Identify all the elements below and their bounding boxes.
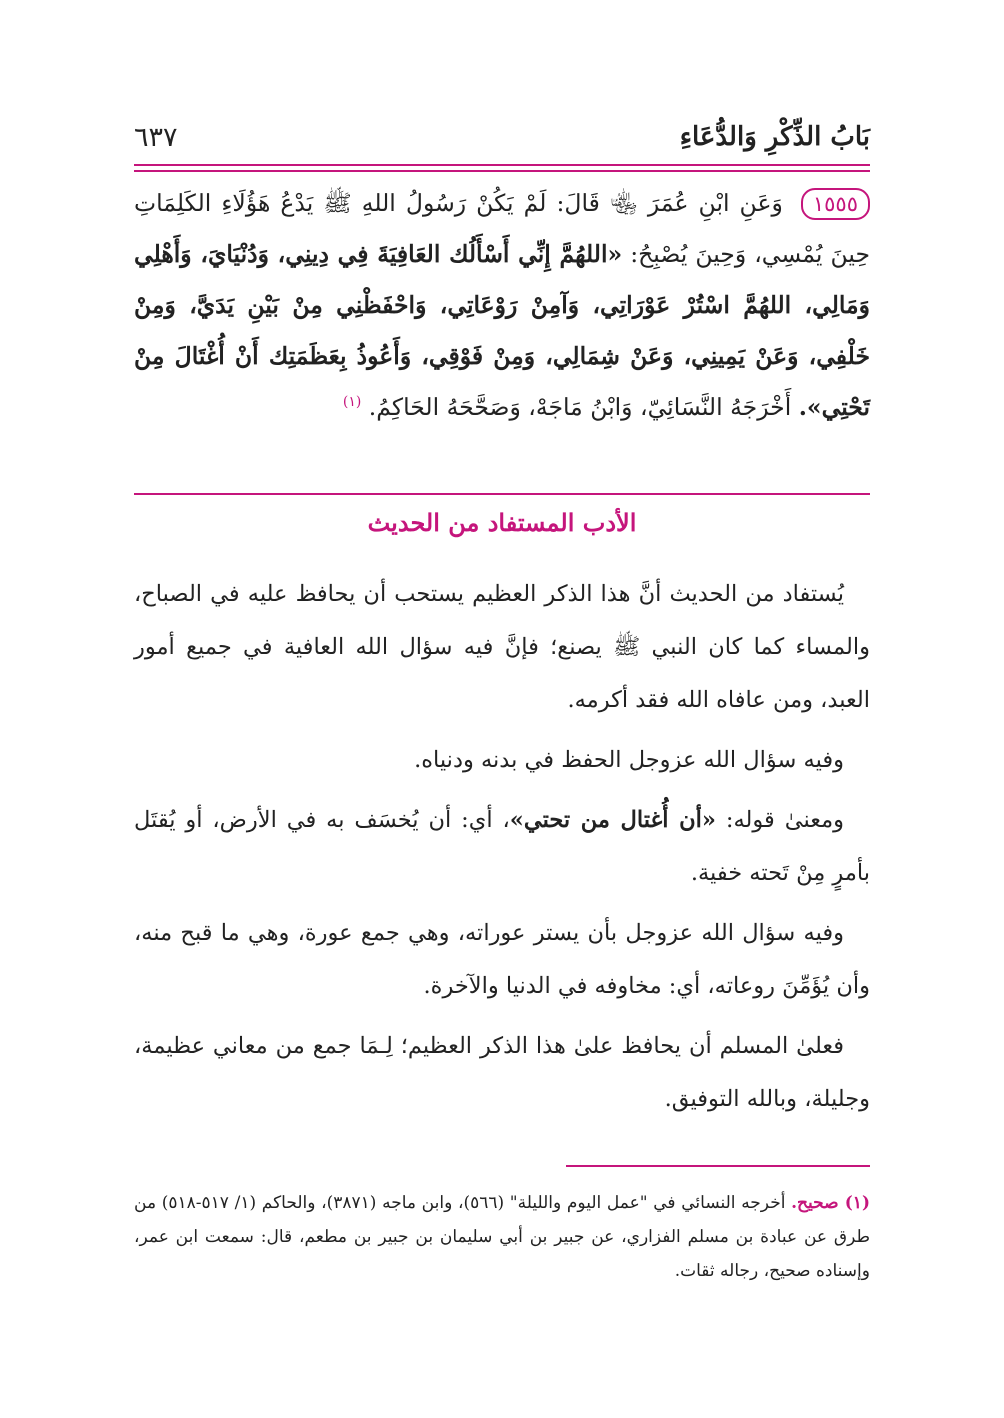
hadith-source: أَخْرَجَهُ النَّسَائِيّ، وَابْنُ مَاجَهْ، وَصَحَّحَهُ الحَاكِمُ. [368,393,792,421]
commentary [134,568,870,1133]
chapter-title: بَابُ الذِّكْرِ وَالدُّعَاءِ [679,122,870,152]
paragraph-3 [134,794,870,900]
page-number: ٦٣٧ [134,122,178,153]
hadith-prophet-text: «اللهُمَّ إِنِّي أَسْأَلُك العَافِيَةَ فِي دِينِي، وَدُنْيَايَ، وَأَهْلِي وَمَالِي، اللهُمَّ اسْتُرْ عَوْرَاتِي، وَآمِنْ رَوْعَاتِي، وَاحْفَظْنِي مِنْ بَيْنِ يَدَيَّ، وَمِنْ خَلْفِي، وَعَنْ يَمِينِي، وَعَنْ شِمَالِي، وَمِنْ فَوْقِي، وَأَعُوذُ بِعَظَمَتِك أَنْ أُغْتَالَ مِنْ تَحْتِي». [134,240,870,421]
paragraph-4: وفيه سؤال الله عزوجل بأن يستر عوراته، وهي جمع عورة، وهي ما قبح منه، وأن يُؤَمِّنَ روعاته، أي: مخاوفه في الدنيا والآخرة. [134,920,870,999]
header-rule-bottom [134,170,870,172]
footnote-text: أخرجه النسائي في "عمل اليوم والليلة" (٥٦٦)، وابن ماجه (٣٨٧١)، والحاكم (١/ ٥١٧-٥١٨) من طرق عن عبادة بن مسلم الفزاري، عن جبير بن أبي سليمان بن جبير بن مطعم، قال: سمعت ابن عمر، وإسناده صحيح، رجاله ثقات. [134,1193,870,1281]
footnote-ref: (١) [342,394,362,411]
paragraph-3-quote: «أن أُغتال من تحتي» [509,807,716,833]
footnote-label: (١) صحيح. [791,1193,870,1213]
page-header [134,120,870,164]
section-divider [134,493,870,495]
paragraph-1: يُستفاد من الحديث أنَّ هذا الذكر العظيم يستحب أن يحافظ عليه في الصباح، والمساء كما كان النبي ﷺ يصنع؛ فإنَّ فيه سؤال الله العافية في جميع أمور العبد، ومن عافاه الله فقد أكرمه. [134,581,870,713]
paragraph-2: وفيه سؤال الله عزوجل الحفظ في بدنه ودنياه. [414,747,844,773]
paragraph-3-before: ومعنىٰ قوله: [715,807,845,833]
footnote [134,1186,870,1288]
section-title: الأدب المستفاد من الحديث [367,508,637,537]
paragraph-5: فعلىٰ المسلم أن يحافظ علىٰ هذا الذكر العظيم؛ لِـمَا جمع من معاني عظيمة، وجليلة، وبالله التوفيق. [134,1033,870,1112]
hadith-number-badge: ١٥٥٥ [801,188,870,220]
paragraph-3-after: ، أي: أن يُخسَف به في الأرض، أو يُقتَل بأمرٍ مِنْ تَحته خفية. [134,807,870,886]
header-rule-top [134,164,870,166]
hadith-block [134,178,870,433]
hadith-intro: وَعَنِ ابْنِ عُمَرَ ﵄ قَالَ: لَمْ يَكُنْ رَسُولُ اللهِ ﷺ يَدْعُ هَؤُلَاءِ الكَلِمَاتِ حِينَ يُمْسِي، وَحِينَ يُصْبِحُ: [134,189,870,268]
footnote-divider [566,1165,870,1167]
